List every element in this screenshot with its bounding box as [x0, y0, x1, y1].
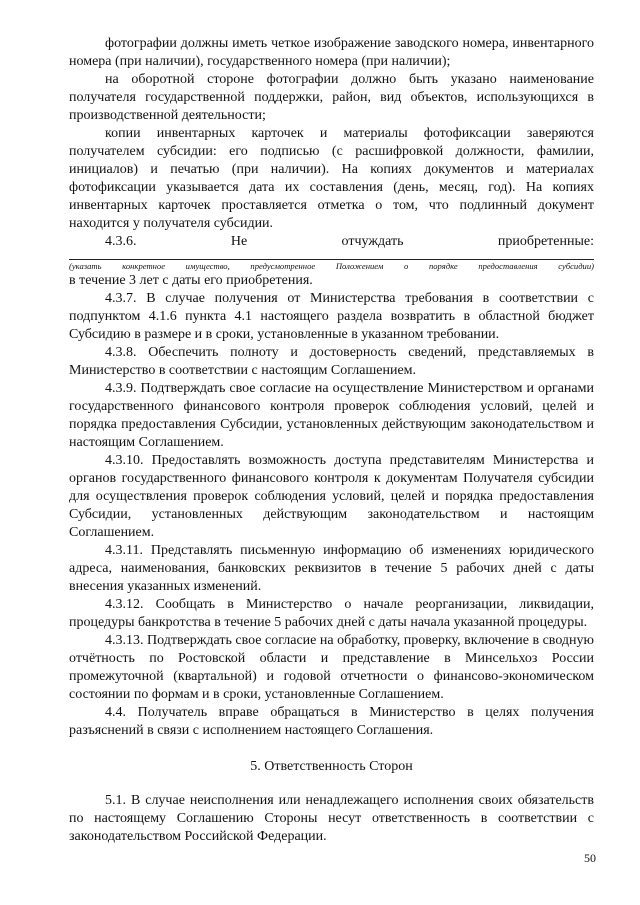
paragraph-after-note: в течение 3 лет с даты его приобретения.: [69, 273, 313, 288]
clause-4-3-10: 4.3.10. Предоставлять возможность доступа представителям Министерства и органов государственного финансового контроля к документам Получателя субсидии для осуществления проверок соблюдения условий, целей и порядка предоставления Субсидии, установленных действующим законодательством и настоящим Соглашением.: [69, 453, 594, 540]
paragraph-copies-certification: копии инвентарных карточек и материалы фотофиксации заверяются получателем субсидии: его подписью (с расшифровкой должности, фамилии, инициалов) и печатью (при наличии). На копиях документов и материалах фотофиксации указывается дата их составления (день, месяц, год). На копиях инвентарных карточек проставляется отметка о том, что подлинный документ находится у получателя субсидии.: [69, 126, 594, 231]
clause-4-3-9: 4.3.9. Подтверждать свое согласие на осуществление Министерством и органами государственного финансового контроля проверок соблюдения условий, целей и порядка предоставления Субсидии, установленных действующим законодательством и настоящим Соглашением.: [69, 381, 594, 450]
clause-4-3-7: 4.3.7. В случае получения от Министерства требования в соответствии с подпунктом 4.1.6 пункта 4.1 настоящего раздела возвратить в областной бюджет Субсидию в размере и в сроки, установленные в указанном требовании.: [69, 291, 594, 342]
clause-4-3-8: 4.3.8. Обеспечить полноту и достоверность сведений, представляемых в Министерство в соответствии с настоящим Соглашением.: [69, 345, 594, 378]
fill-in-line: [69, 253, 594, 260]
footnote-hint: (указать конкретное имущество, предусмотренное Положением о порядке предоставления субсидии): [69, 261, 594, 271]
clause-4-3-13: 4.3.13. Подтверждать свое согласие на обработку, проверку, включение в сводную отчётность по Ростовской области и представление в Минсельхоз России промежуточной (квартальной) и годовой отчетности о финансово-экономическом состоянии по формам и в сроки, установленные Соглашением.: [69, 633, 594, 702]
clause-4-3-6: 4.3.6. Не отчуждать приобретенные:: [105, 234, 594, 249]
section-title: 5. Ответственность Сторон: [250, 759, 413, 774]
clause-5-1: 5.1. В случае неисполнения или ненадлежащего исполнения своих обязательств по настоящему Соглашению Стороны несут ответственность в соответствии с законодательством Российской Федерации.: [69, 793, 594, 844]
clause-4-4: 4.4. Получатель вправе обращаться в Министерство в целях получения разъяснений в связи с исполнением настоящего Соглашения.: [69, 705, 594, 738]
paragraph-photo-reverse: на оборотной стороне фотографии должно быть указано наименование получателя государственной поддержки, район, вид объектов, использующихся в производственной деятельности;: [69, 72, 594, 123]
page-number: 50: [584, 851, 596, 865]
paragraph-photo-requirements: фотографии должны иметь четкое изображение заводского номера, инвентарного номера (при наличии), государственного номера (при наличии);: [69, 36, 594, 69]
page-body: [69, 35, 594, 846]
clause-4-3-12: 4.3.12. Сообщать в Министерство о начале реорганизации, ликвидации, процедуры банкротства в течение 5 рабочих дней с даты начала указанной процедуры.: [69, 597, 594, 630]
clause-4-3-11: 4.3.11. Представлять письменную информацию об изменениях юридического адреса, наименования, банковских реквизитов в течение 5 рабочих дней с даты внесения указанных изменений.: [69, 543, 594, 594]
